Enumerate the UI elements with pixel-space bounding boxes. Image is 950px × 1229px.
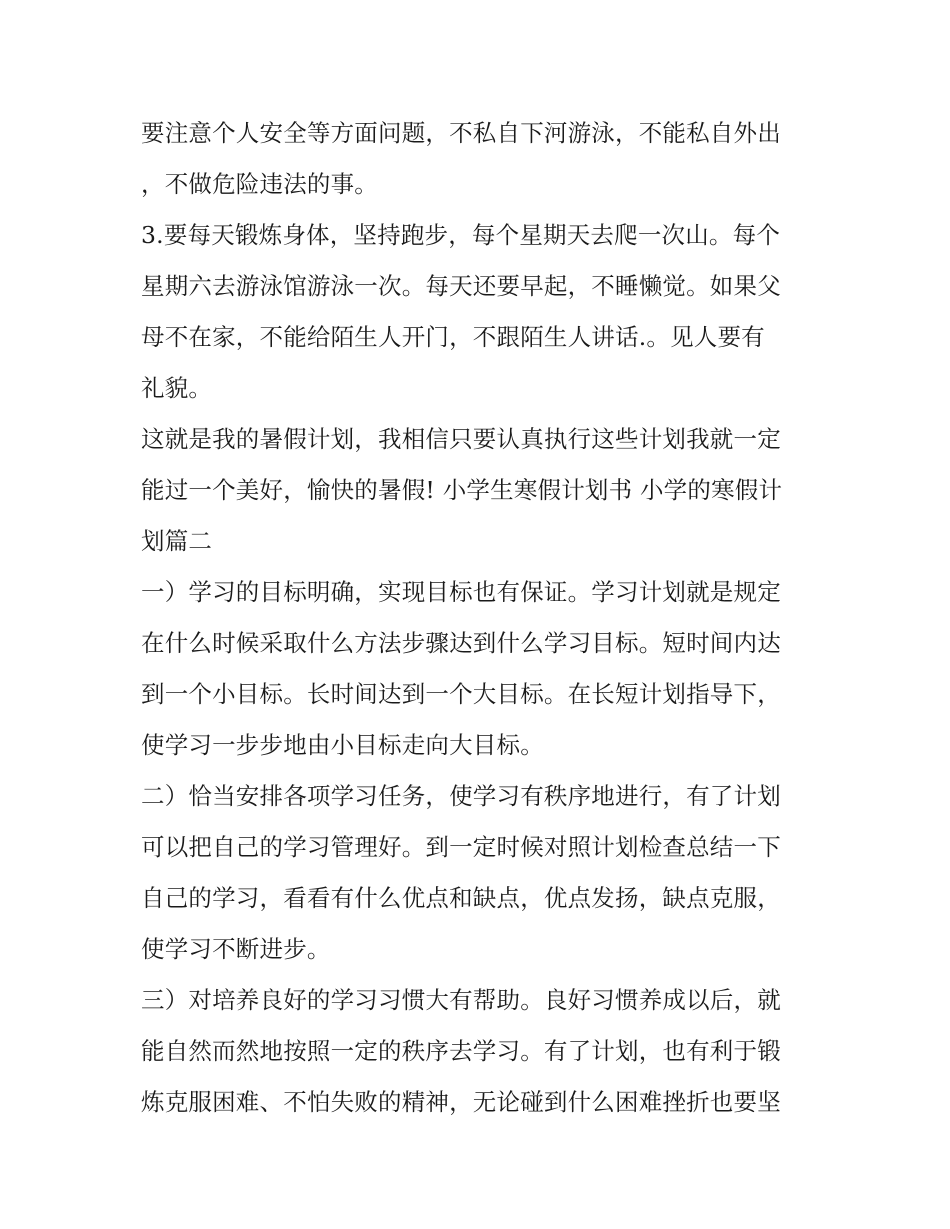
text-line: 二）恰当安排各项学习任务，使学习有秩序地进行，有了计划 xyxy=(141,782,781,810)
text-line: 能自然而然地按照一定的秩序去学习。有了计划，也有利于锻 xyxy=(141,1037,781,1065)
text-line: 炼克服困难、不怕失败的精神，无论碰到什么困难挫折也要坚 xyxy=(141,1088,781,1116)
paragraph-summary xyxy=(141,414,821,567)
text-line: 要注意个人安全等方面问题，不私自下河游泳，不能私自外出 xyxy=(141,119,781,147)
text-line: 母不在家，不能给陌生人开门，不跟陌生人讲话.。见人要有 xyxy=(141,323,765,351)
text-line: 三）对培养良好的学习习惯大有帮助。良好习惯养成以后，就 xyxy=(141,986,781,1014)
text-line: 星期六去游泳馆游泳一次。每天还要早起，不睡懒觉。如果父 xyxy=(141,272,781,300)
paragraph-exercise xyxy=(141,210,821,414)
text-line: 可以把自己的学习管理好。到一定时候对照计划检查总结一下 xyxy=(141,833,781,861)
paragraph-point-one xyxy=(141,567,821,771)
paragraph-point-three xyxy=(141,975,821,1128)
text-line: 这就是我的暑假计划，我相信只要认真执行这些计划我就一定 xyxy=(141,425,781,453)
text-line: ，不做危险违法的事。 xyxy=(141,170,378,198)
document-body xyxy=(141,108,821,1128)
text-line: 礼貌。 xyxy=(141,374,213,402)
text-line: 一）学习的目标明确，实现目标也有保证。学习计划就是规定 xyxy=(141,578,781,606)
paragraph-safety xyxy=(141,108,821,210)
text-line: 到一个小目标。长时间达到一个大目标。在长短计划指导下， xyxy=(141,680,781,708)
paragraph-point-two xyxy=(141,771,821,975)
text-line: 使学习不断进步。 xyxy=(141,935,331,963)
text-line: 使学习一步步地由小目标走向大目标。 xyxy=(141,731,544,759)
text-line: 划篇二 xyxy=(141,527,213,555)
text-line: 自己的学习，看看有什么优点和缺点，优点发扬，缺点克服， xyxy=(141,884,781,912)
text-line: 3.要每天锻炼身体，坚持跑步，每个星期天去爬一次山。每个 xyxy=(141,221,781,249)
text-line: 在什么时候采取什么方法步骤达到什么学习目标。短时间内达 xyxy=(141,629,781,657)
text-line: 能过一个美好，愉快的暑假! 小学生寒假计划书 小学的寒假计 xyxy=(141,476,783,504)
